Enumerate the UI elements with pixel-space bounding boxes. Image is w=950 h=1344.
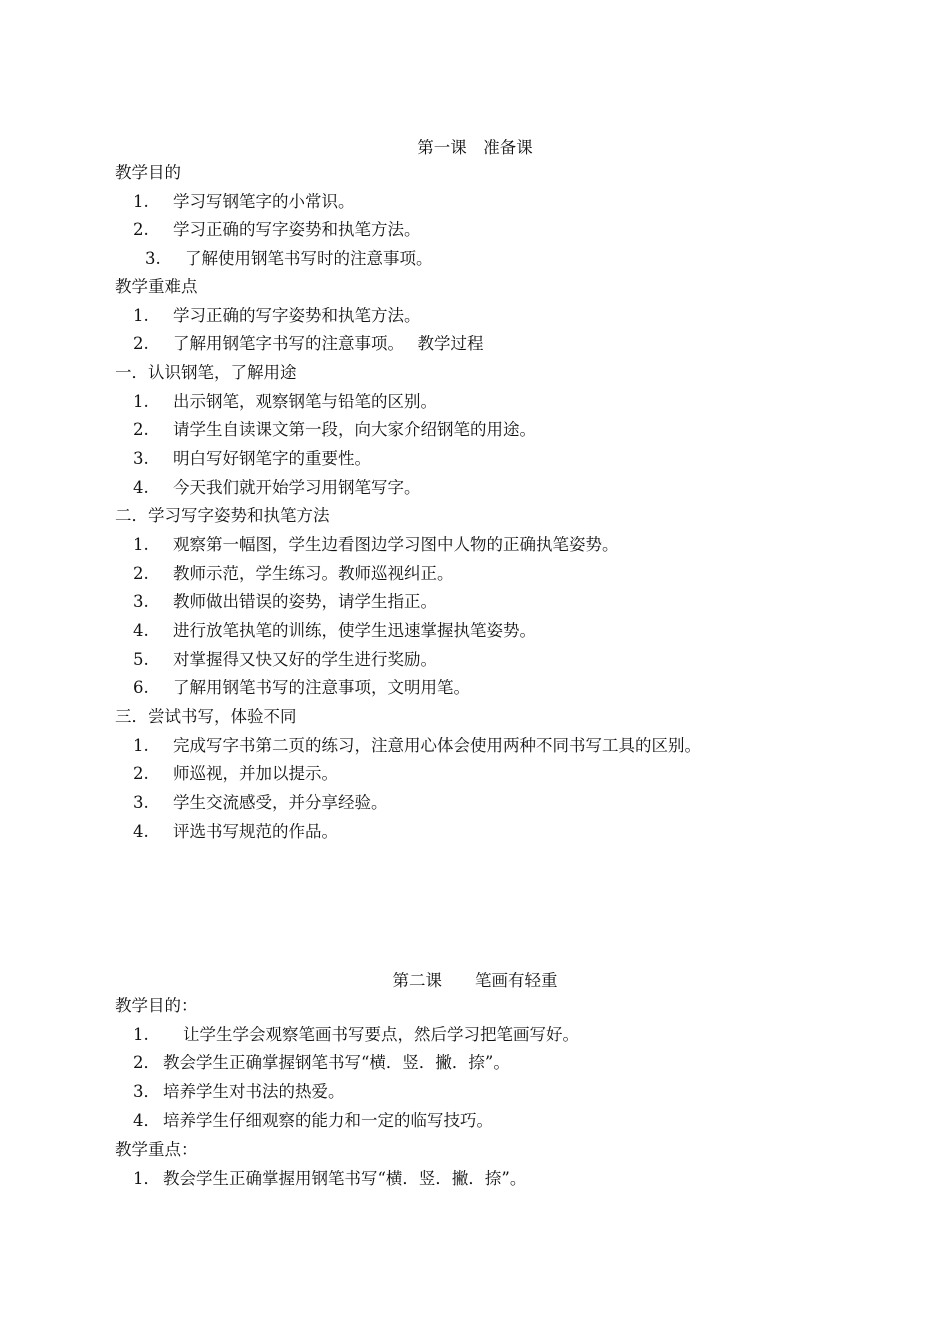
list-item: 2. 了解用钢笔字书写的注意事项。 教学过程 xyxy=(133,334,484,353)
list-item: 2. 教师示范，学生练习。教师巡视纠正。 xyxy=(133,564,454,583)
lesson2-key-heading: 教学重点： xyxy=(115,1140,198,1159)
list-item: 3. 明白写好钢笔字的重要性。 xyxy=(133,449,371,468)
list-item: 3. 了解使用钢笔书写时的注意事项。 xyxy=(145,249,433,268)
list-item: 3． 培养学生对书法的热爱。 xyxy=(133,1082,345,1101)
lesson2-title: 第二课 笔画有轻重 xyxy=(392,971,558,990)
list-item: 4. 进行放笔执笔的训练，使学生迅速掌握执笔姿势。 xyxy=(133,621,536,640)
list-item: 1. 观察第一幅图，学生边看图边学习图中人物的正确执笔姿势。 xyxy=(133,535,619,554)
list-item: 4． 培养学生仔细观察的能力和一定的临写技巧。 xyxy=(133,1111,493,1130)
list-item: 1． 教会学生正确掌握用钢笔书写“横．竖．撇．捺”。 xyxy=(133,1169,527,1188)
list-item: 3. 教师做出错误的姿势，请学生指正。 xyxy=(133,592,437,611)
list-item: 4. 评选书写规范的作品。 xyxy=(133,822,338,841)
section3-heading: 三．尝试书写，体验不同 xyxy=(115,707,297,726)
lesson1-goals-heading: 教学目的 xyxy=(115,163,181,182)
list-item: 1. 让学生学会观察笔画书写要点，然后学习把笔画写好。 xyxy=(133,1025,579,1044)
lesson2-goals-heading: 教学目的： xyxy=(115,996,198,1015)
list-item: 2. 师巡视，并加以提示。 xyxy=(133,764,338,783)
lesson1-title: 第一课 准备课 xyxy=(417,138,533,157)
list-item: 1. 出示钢笔，观察钢笔与铅笔的区别。 xyxy=(133,392,437,411)
list-item: 2． 教会学生正确掌握钢笔书写“横．竖．撇．捺”。 xyxy=(133,1053,510,1072)
list-item: 6. 了解用钢笔书写的注意事项，文明用笔。 xyxy=(133,678,470,697)
list-item: 1. 完成写字书第二页的练习，注意用心体会使用两种不同书写工具的区别。 xyxy=(133,736,701,755)
list-item: 2. 学习正确的写字姿势和执笔方法。 xyxy=(133,220,421,239)
list-item: 2. 请学生自读课文第一段，向大家介绍钢笔的用途。 xyxy=(133,420,536,439)
list-item: 4. 今天我们就开始学习用钢笔写字。 xyxy=(133,478,421,497)
list-item: 5. 对掌握得又快又好的学生进行奖励。 xyxy=(133,650,437,669)
list-item: 1. 学习写钢笔字的小常识。 xyxy=(133,192,355,211)
section1-heading: 一．认识钢笔，了解用途 xyxy=(115,363,297,382)
list-item: 1. 学习正确的写字姿势和执笔方法。 xyxy=(133,306,421,325)
lesson1-key-heading: 教学重难点 xyxy=(115,277,198,296)
list-item: 3. 学生交流感受，并分享经验。 xyxy=(133,793,388,812)
section2-heading: 二．学习写字姿势和执笔方法 xyxy=(115,506,330,525)
